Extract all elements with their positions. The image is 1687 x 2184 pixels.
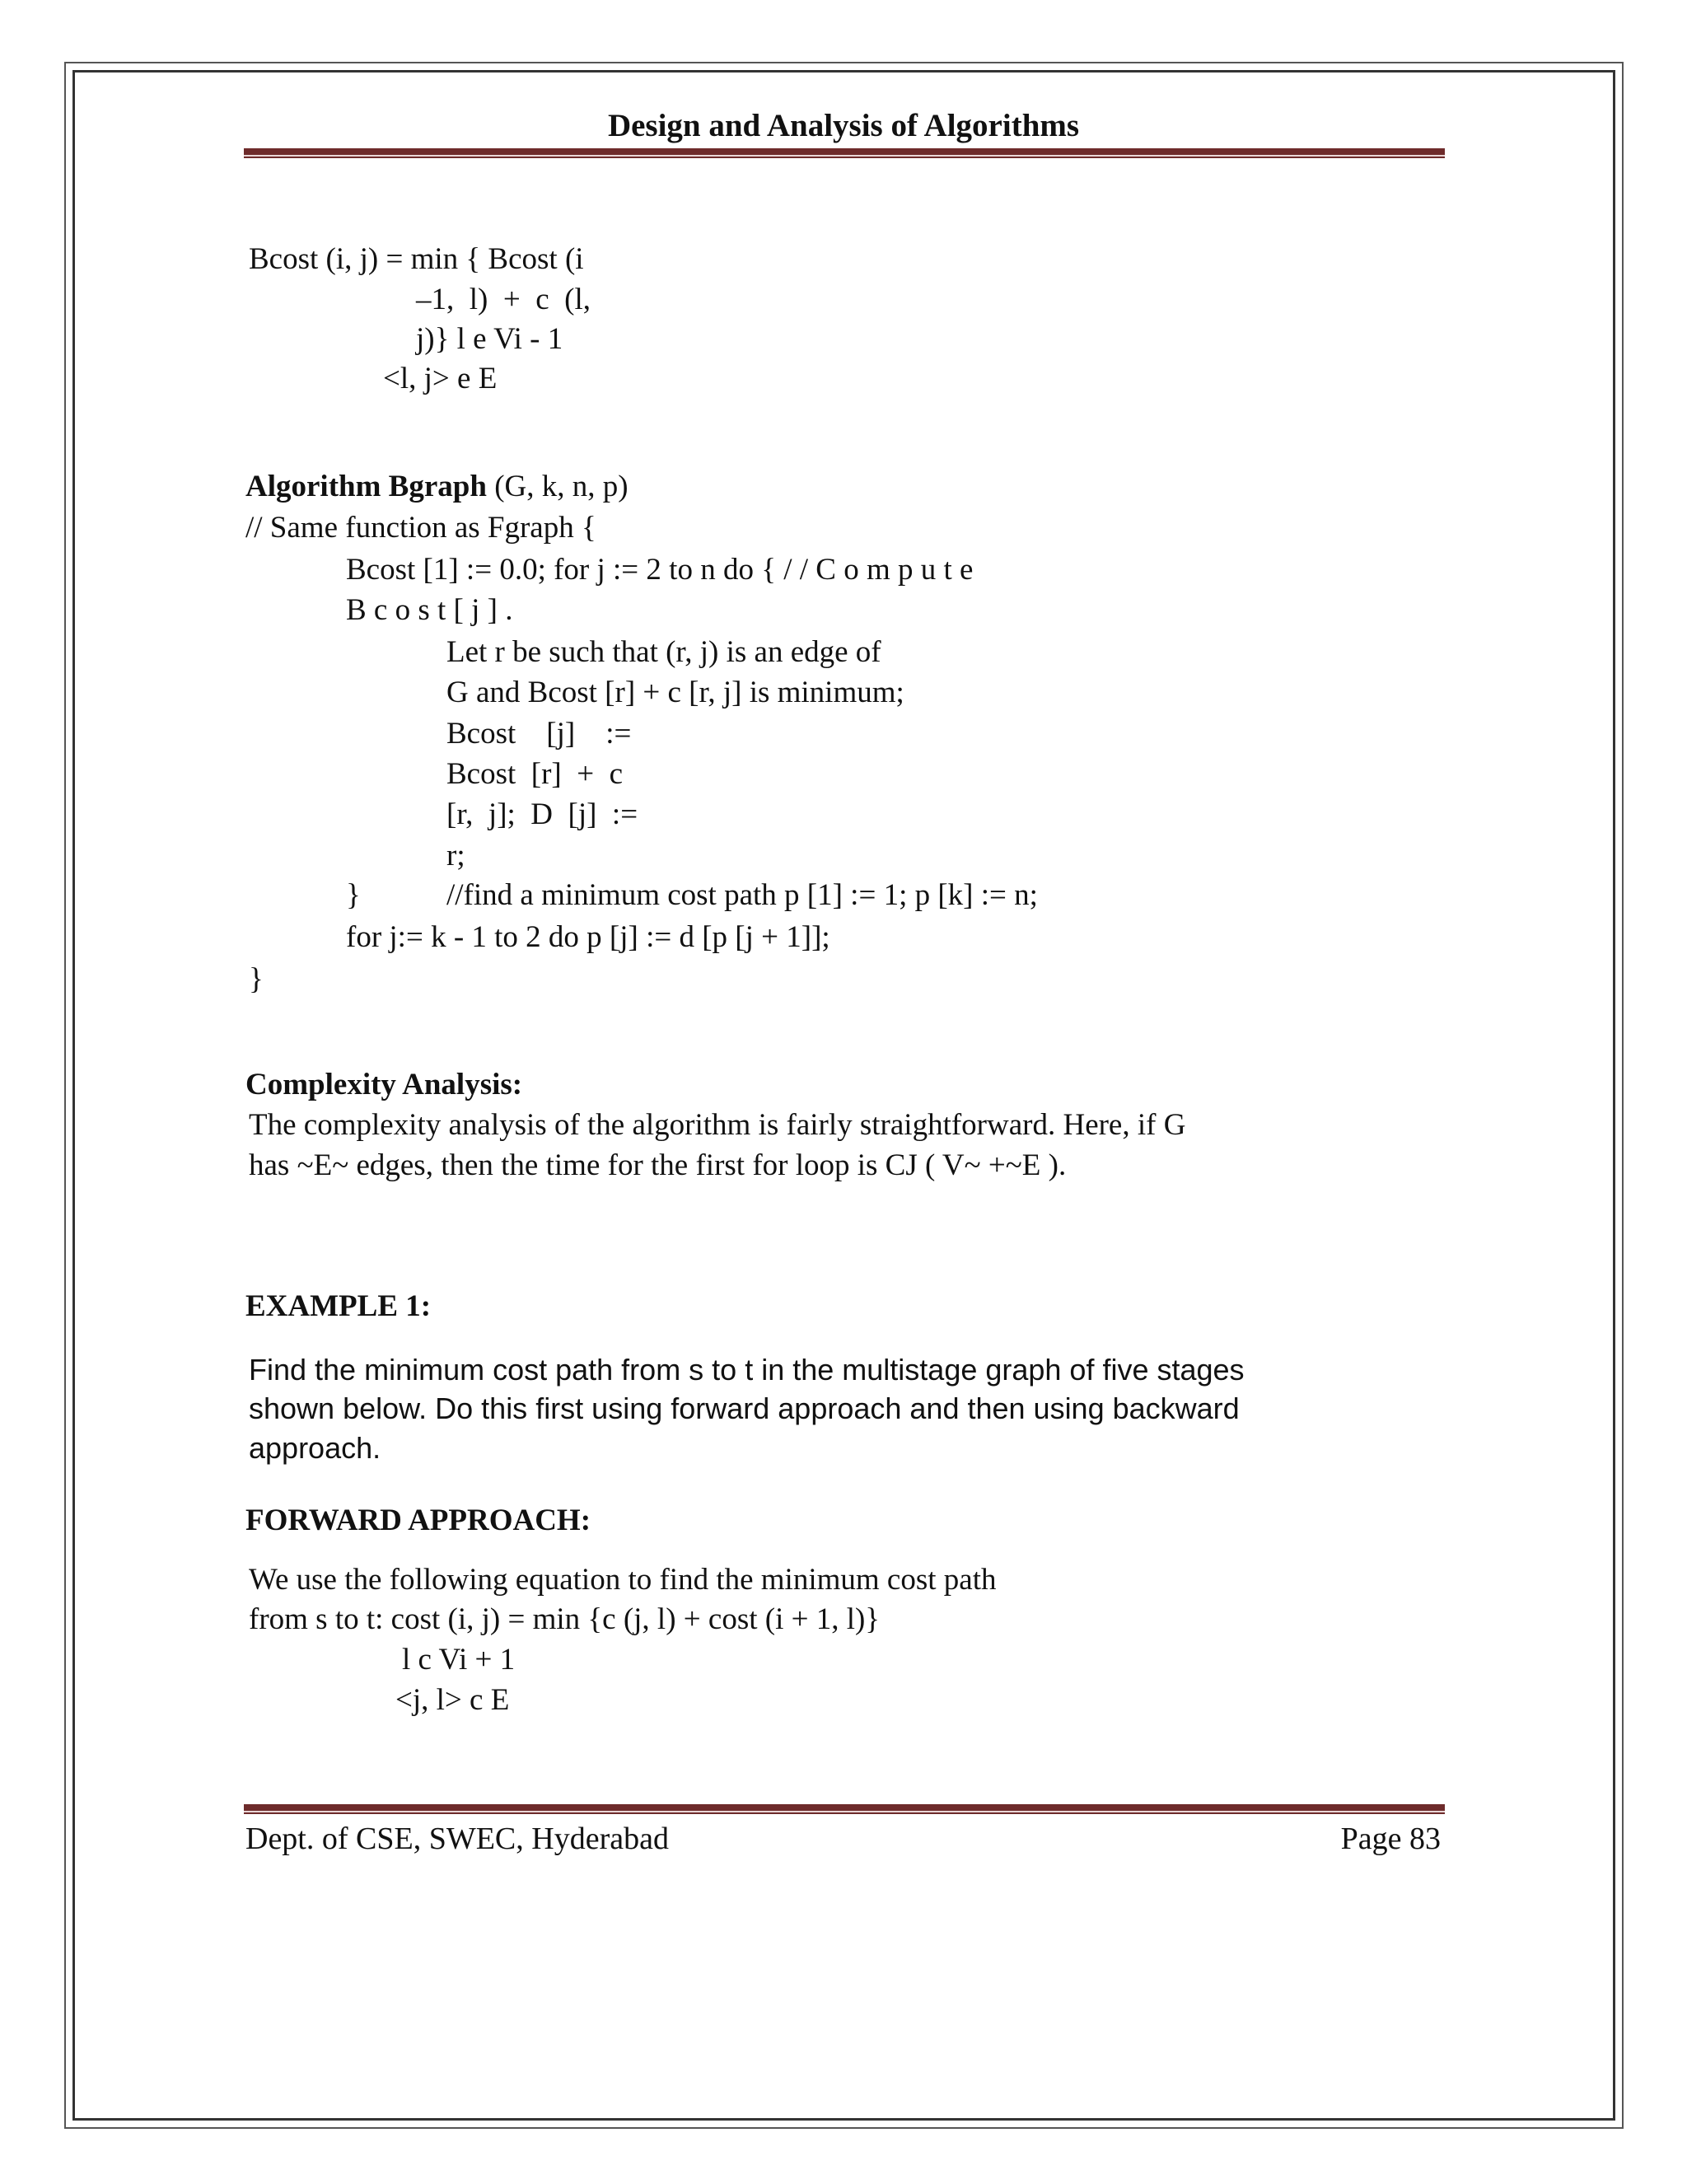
example-heading: EXAMPLE 1: — [245, 1289, 432, 1323]
formula-line-3: j)} l e Vi - 1 — [416, 322, 563, 356]
footer-department: Dept. of CSE, SWEC, Hyderabad — [245, 1822, 669, 1856]
footer-rule — [244, 1804, 1445, 1814]
for-loop-line: for j:= k - 1 to 2 do p [j] := d [p [j + 1]]; — [346, 920, 830, 954]
complexity-text-line-1: The complexity analysis of the algorithm is fairly straightforward. Here, if G — [249, 1108, 1186, 1142]
page-header-title: Design and Analysis of Algorithms — [607, 108, 1080, 143]
formula-line-2: –1, l) + c (l, — [416, 283, 591, 316]
code-line: r; — [446, 839, 465, 872]
algorithm-keyword: Algorithm Bgraph — [245, 470, 487, 503]
code-line: Bcost [r] + c — [446, 757, 624, 791]
footer-page-number: Page 83 — [1340, 1822, 1441, 1856]
close-brace-inner: } — [346, 878, 361, 912]
complexity-heading: Complexity Analysis: — [245, 1068, 523, 1101]
example-text-line-3: approach. — [249, 1431, 381, 1465]
code-line: G and Bcost [r] + c [r, j] is minimum; — [446, 676, 904, 709]
example-text-line-1: Find the minimum cost path from s to t in the multistage graph of five stages — [249, 1353, 1245, 1387]
close-brace-outer: } — [249, 962, 264, 996]
find-path-comment: //find a minimum cost path p [1] := 1; p [k] := n; — [446, 878, 1038, 912]
formula-line-4: <l, j> e E — [383, 362, 498, 395]
algorithm-comment: // Same function as Fgraph { — [245, 511, 596, 545]
code-line: Bcost [1] := 0.0; for j := 2 to n do { / / C o m p u t e — [346, 553, 974, 587]
forward-text-line-3: l c Vi + 1 — [402, 1643, 516, 1677]
algorithm-title — [245, 471, 629, 502]
code-line: Let r be such that (r, j) is an edge of — [446, 635, 881, 669]
forward-approach-heading: FORWARD APPROACH: — [245, 1504, 591, 1537]
algorithm-signature: (G, k, n, p) — [486, 470, 629, 503]
code-line: [r, j]; D [j] := — [446, 797, 638, 831]
code-line: B c o s t [ j ] . — [346, 593, 513, 627]
example-text-line-2: shown below. Do this first using forward approach and then using backward — [249, 1391, 1240, 1425]
forward-text-line-4: <j, l> c E — [395, 1683, 510, 1717]
code-line: Bcost [j] := — [446, 717, 632, 751]
forward-text-line-1: We use the following equation to find the minimum cost path — [249, 1563, 997, 1597]
complexity-text-line-2: has ~E~ edges, then the time for the first for loop is CJ ( V~ +~E ). — [249, 1148, 1067, 1182]
formula-line-1: Bcost (i, j) = min { Bcost (i — [249, 242, 584, 276]
forward-text-line-2: from s to t: cost (i, j) = min {c (j, l) + cost (i + 1, l)} — [249, 1602, 881, 1636]
header-rule — [244, 148, 1445, 158]
